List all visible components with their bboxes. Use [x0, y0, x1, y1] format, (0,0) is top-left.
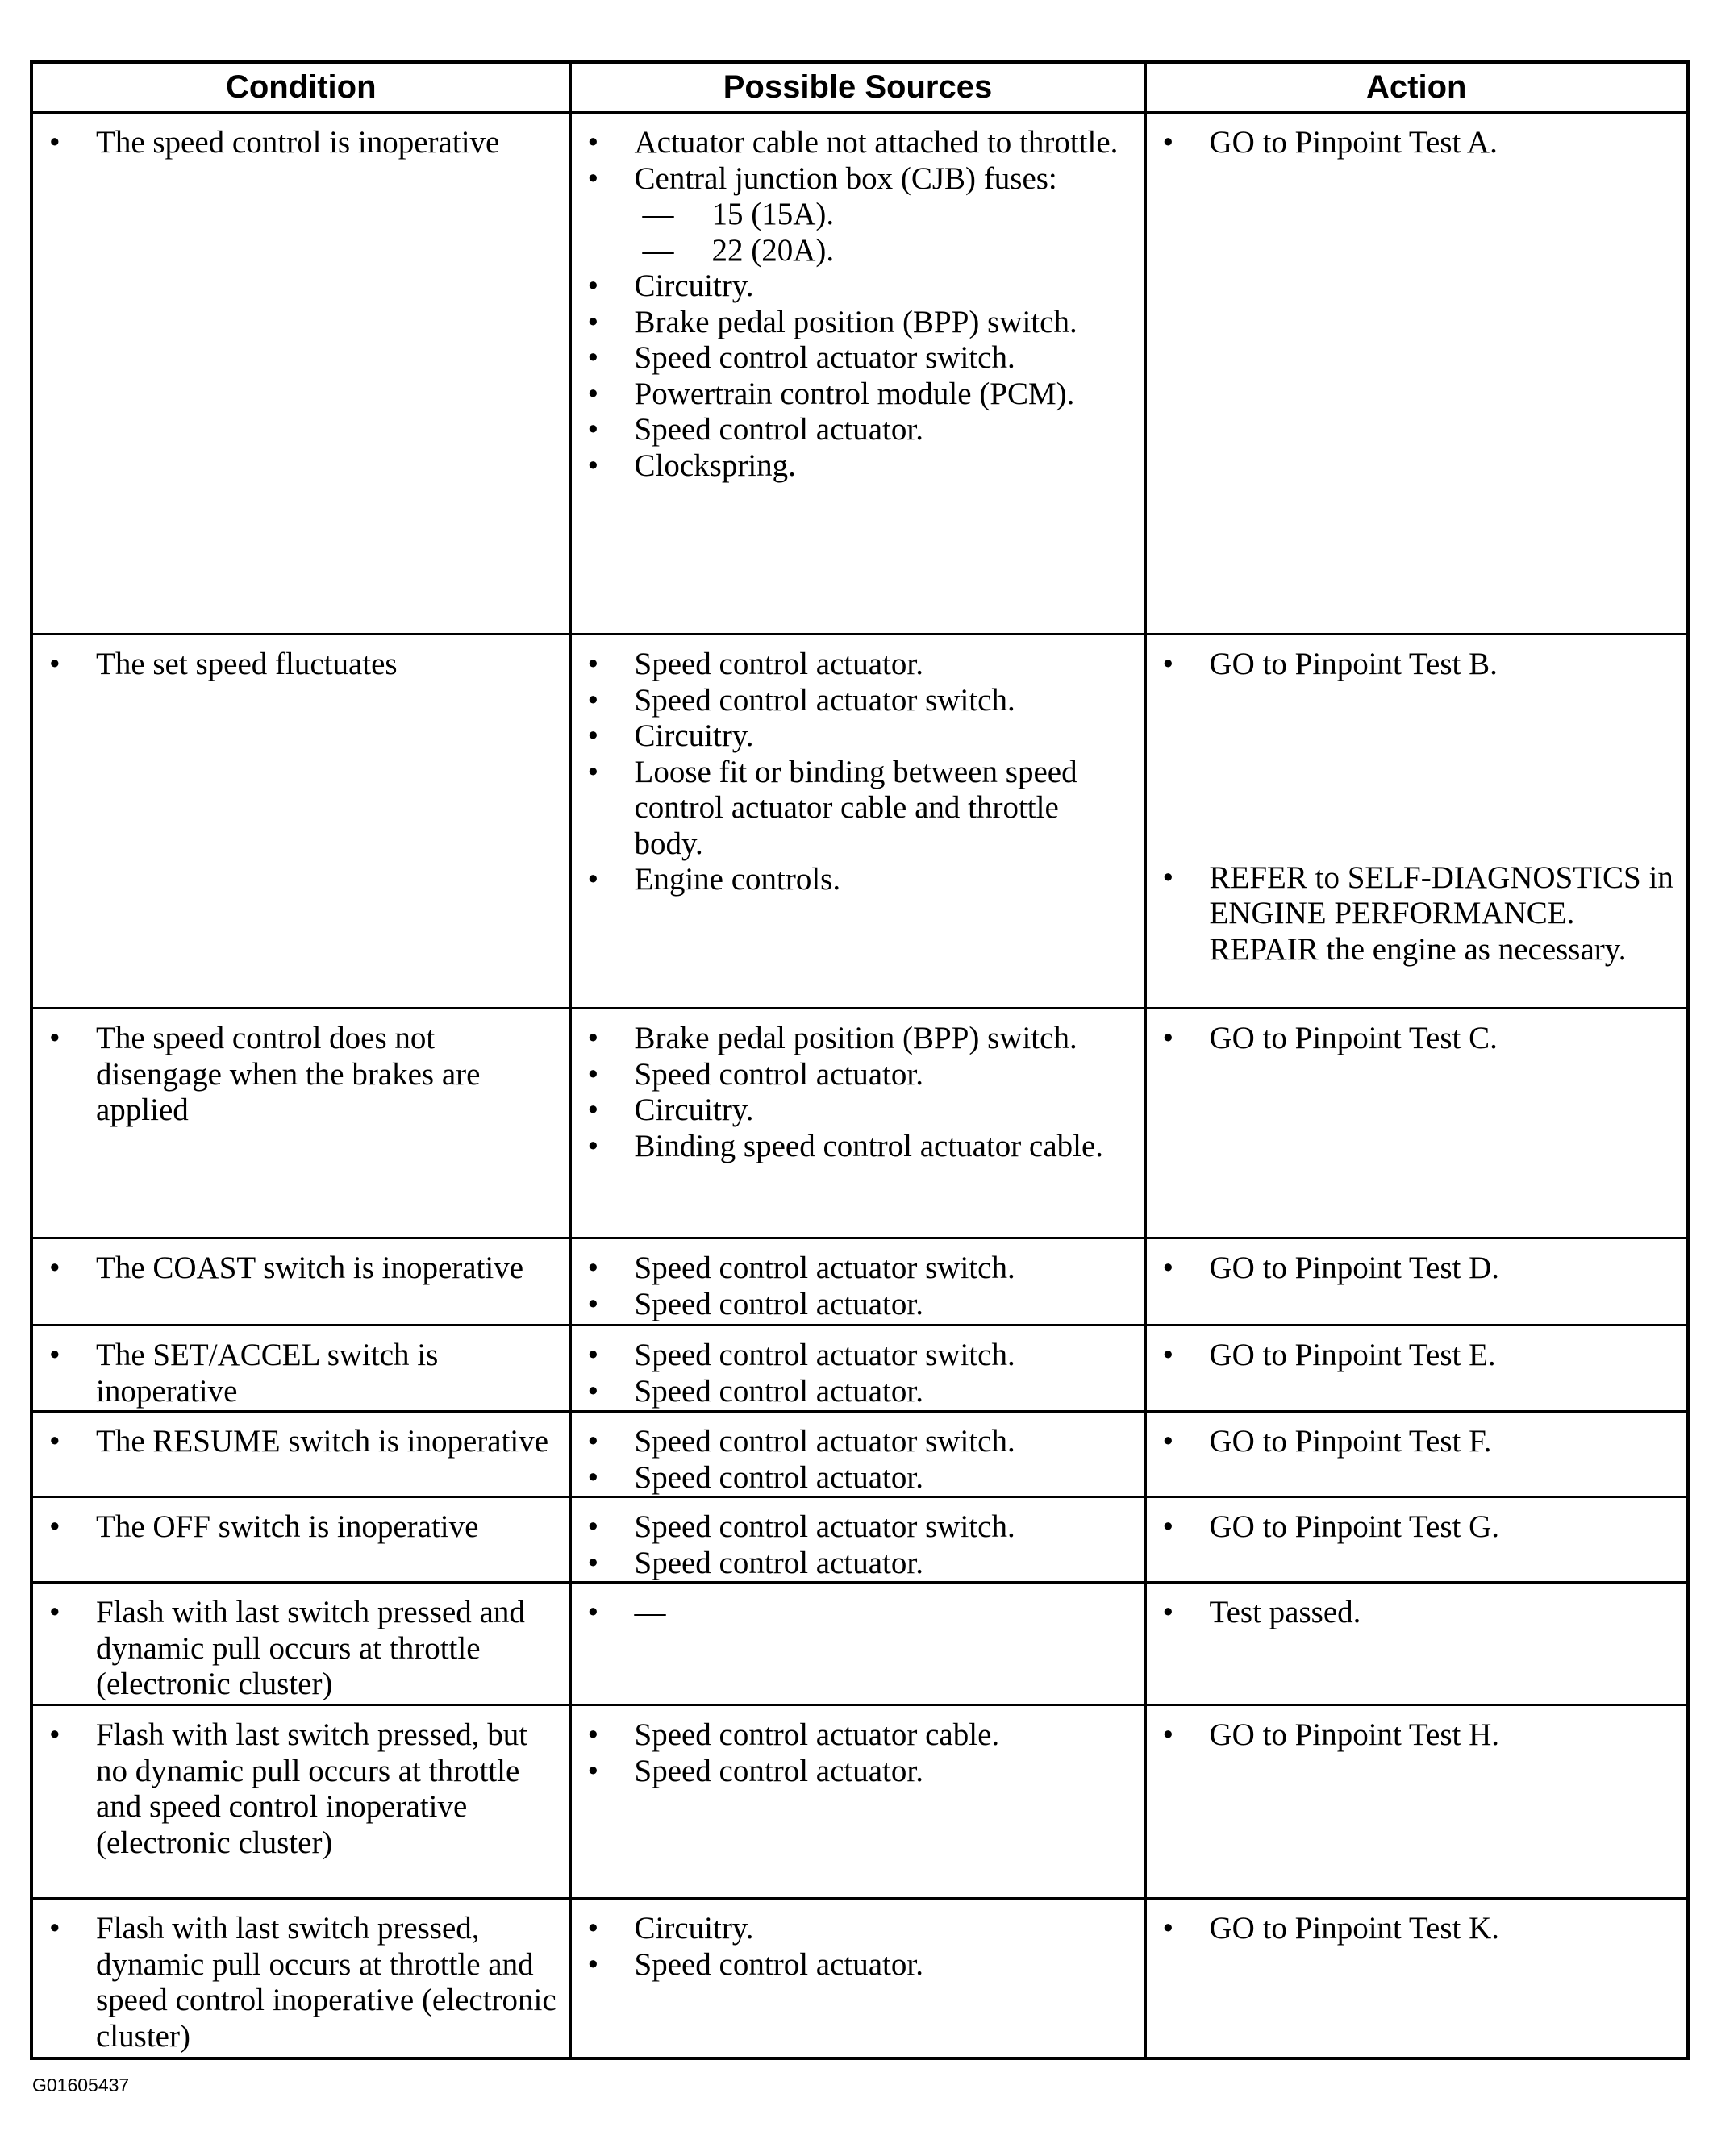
source-item: • Speed control actuator. — [583, 1546, 1133, 1582]
condition-cell — [31, 635, 570, 1009]
source-item: • Actuator cable not attached to throttle. — [583, 125, 1133, 161]
source-item: • Speed control actuator switch. — [583, 340, 1133, 377]
source-item: • Speed control actuator. — [583, 412, 1133, 448]
sources-list — [583, 1424, 1133, 1496]
sources-cell — [570, 1238, 1145, 1326]
sources-cell — [570, 1497, 1145, 1583]
action-cell — [1145, 1238, 1688, 1326]
action-cell — [1145, 1497, 1688, 1583]
condition-text: • The speed control is inoperative — [44, 125, 558, 161]
fuse-list — [635, 197, 1133, 268]
table-row — [31, 1705, 1688, 1899]
action-item: • GO to Pinpoint Test B. — [1158, 647, 1676, 683]
action-item: • GO to Pinpoint Test H. — [1158, 1717, 1676, 1754]
source-item: • Speed control actuator cable. — [583, 1717, 1133, 1754]
source-item: • Engine controls. — [583, 862, 1133, 898]
table-row — [31, 1497, 1688, 1583]
action-cell — [1145, 1899, 1688, 2058]
action-item: • GO to Pinpoint Test G. — [1158, 1509, 1676, 1546]
table-row — [31, 1009, 1688, 1238]
source-item: • Binding speed control actuator cable. — [583, 1129, 1133, 1165]
table-row — [31, 1326, 1688, 1412]
action-item: • GO to Pinpoint Test A. — [1158, 125, 1676, 161]
source-item: • Brake pedal position (BPP) switch. — [583, 1021, 1133, 1057]
condition-text: • The SET/ACCEL switch is inoperative — [44, 1338, 558, 1409]
header-row — [31, 62, 1688, 113]
source-item: • Speed control actuator. — [583, 1460, 1133, 1496]
action-cell — [1145, 1009, 1688, 1238]
condition-text: • The speed control does not disengage when the brakes are applied — [44, 1021, 558, 1129]
source-item: • Speed control actuator switch. — [583, 1509, 1133, 1546]
condition-cell — [31, 1412, 570, 1497]
sources-list — [583, 1338, 1133, 1409]
condition-cell — [31, 1583, 570, 1705]
condition-cell — [31, 1009, 570, 1238]
sources-cell — [570, 113, 1145, 635]
sources-list — [583, 1021, 1133, 1164]
condition-cell — [31, 113, 570, 635]
source-item: • Speed control actuator switch. — [583, 1251, 1133, 1287]
fuse-item: — 22 (20A). — [635, 233, 1133, 269]
sources-list — [583, 1717, 1133, 1789]
condition-text: • Flash with last switch pressed and dynamic pull occurs at throttle (electronic cluster) — [44, 1595, 558, 1703]
sources-cell — [570, 1705, 1145, 1899]
condition-cell — [31, 1705, 570, 1899]
condition-cell — [31, 1238, 570, 1326]
action-item: • Test passed. — [1158, 1595, 1676, 1631]
source-item: • Loose fit or binding between speed control actuator cable and throttle body. — [583, 755, 1133, 863]
sources-list — [583, 1509, 1133, 1581]
condition-text: • Flash with last switch pressed, dynamic pull occurs at throttle and speed control inoperative (electronic cluster) — [44, 1911, 558, 2054]
condition-cell — [31, 1899, 570, 2058]
sources-list — [583, 125, 1133, 484]
source-item: • — — [583, 1595, 1133, 1631]
sources-cell — [570, 1899, 1145, 2058]
source-item: • Circuitry. — [583, 718, 1133, 755]
sources-list — [583, 1251, 1133, 1322]
action-cell — [1145, 113, 1688, 635]
source-item: • Brake pedal position (BPP) switch. — [583, 305, 1133, 341]
condition-text: • The COAST switch is inoperative — [44, 1251, 558, 1287]
table-row — [31, 635, 1688, 1009]
action-item: • GO to Pinpoint Test C. — [1158, 1021, 1676, 1057]
fuse-item: — 15 (15A). — [635, 197, 1133, 233]
action-cell — [1145, 1583, 1688, 1705]
source-item: • Speed control actuator. — [583, 1754, 1133, 1790]
action-item: • GO to Pinpoint Test F. — [1158, 1424, 1676, 1460]
action-cell — [1145, 1705, 1688, 1899]
action-item: • REFER to SELF-DIAGNOSTICS in ENGINE PERFORMANCE. REPAIR the engine as necessary. — [1158, 860, 1676, 968]
source-item: • Speed control actuator switch. — [583, 1338, 1133, 1374]
action-item: • GO to Pinpoint Test E. — [1158, 1338, 1676, 1374]
condition-cell — [31, 1497, 570, 1583]
source-item: • Speed control actuator. — [583, 1287, 1133, 1323]
source-item-text: Central junction box (CJB) fuses: — [634, 160, 1057, 196]
source-item: • Speed control actuator. — [583, 1947, 1133, 1983]
sources-cell — [570, 635, 1145, 1009]
source-item: • Circuitry. — [583, 1911, 1133, 1947]
source-item — [583, 161, 1133, 269]
table-row — [31, 113, 1688, 635]
table-body — [31, 113, 1688, 2059]
sources-cell — [570, 1583, 1145, 1705]
source-item: • Powertrain control module (PCM). — [583, 377, 1133, 413]
source-item: • Speed control actuator switch. — [583, 683, 1133, 719]
table-row — [31, 1583, 1688, 1705]
sources-list — [583, 1911, 1133, 1983]
source-item: • Clockspring. — [583, 448, 1133, 485]
source-item: • Circuitry. — [583, 1093, 1133, 1129]
table-row — [31, 1238, 1688, 1326]
action-item: • GO to Pinpoint Test D. — [1158, 1251, 1676, 1287]
condition-text: • The set speed fluctuates — [44, 647, 558, 683]
sources-list — [583, 647, 1133, 898]
condition-text: • The OFF switch is inoperative — [44, 1509, 558, 1546]
header-action: Action — [1145, 62, 1688, 113]
action-cell — [1145, 635, 1688, 1009]
sources-cell — [570, 1009, 1145, 1238]
source-item: • Speed control actuator. — [583, 1374, 1133, 1410]
table-row — [31, 1899, 1688, 2058]
table-row — [31, 1412, 1688, 1497]
source-item: • Speed control actuator switch. — [583, 1424, 1133, 1460]
diagnosis-table — [30, 60, 1690, 2060]
condition-text: • Flash with last switch pressed, but no dynamic pull occurs at throttle and speed control inoperative (electronic cluster) — [44, 1717, 558, 1861]
sources-cell — [570, 1326, 1145, 1412]
source-item: • Speed control actuator. — [583, 647, 1133, 683]
figure-id: G01605437 — [32, 2075, 130, 2096]
sources-cell — [570, 1412, 1145, 1497]
action-cell — [1145, 1326, 1688, 1412]
condition-text: • The RESUME switch is inoperative — [44, 1424, 558, 1460]
header-condition: Condition — [31, 62, 570, 113]
condition-cell — [31, 1326, 570, 1412]
source-item: • Circuitry. — [583, 268, 1133, 305]
table-header — [31, 62, 1688, 113]
header-possible-sources: Possible Sources — [570, 62, 1145, 113]
action-item: • GO to Pinpoint Test K. — [1158, 1911, 1676, 1947]
action-cell — [1145, 1412, 1688, 1497]
sources-list — [583, 1595, 1133, 1631]
source-item: • Speed control actuator. — [583, 1057, 1133, 1093]
